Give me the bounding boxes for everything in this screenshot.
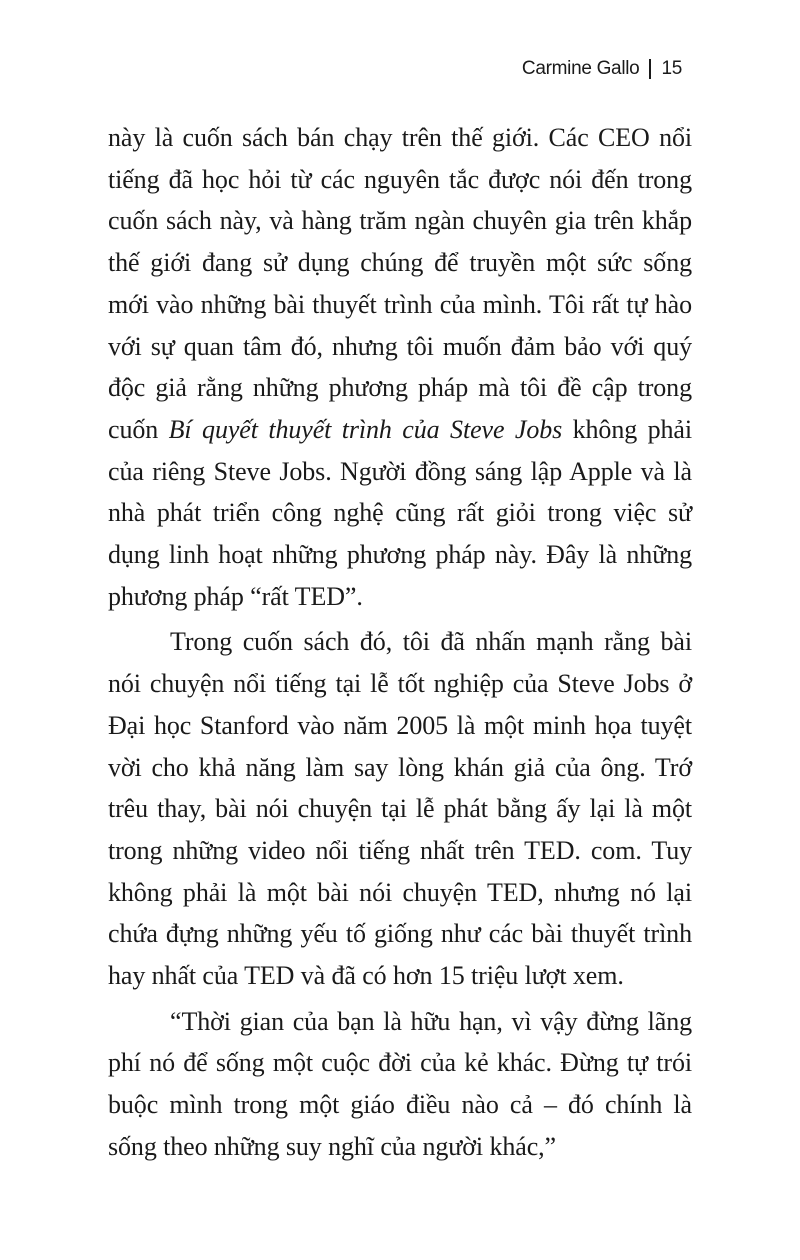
paragraph-1 xyxy=(108,117,692,617)
running-header xyxy=(522,58,682,80)
body-text xyxy=(108,117,692,1168)
paragraph-3: “Thời gian của bạn là hữu hạn, vì vậy đừng lãng phí nó để sống một cuộc đời của kẻ khác. Đừng tự trói buộc mình trong một giáo điều nào cả – đó chính là sống theo những suy nghĩ của người khác,” xyxy=(108,1006,692,1161)
author-name: Carmine Gallo xyxy=(521,58,640,79)
paragraph-1-text-before: này là cuốn sách bán chạy trên thế giới. Các CEO nổi tiếng đã học hỏi từ các nguyên tắc được nói đến trong cuốn sách này, và hàng trăm ngàn chuyên gia trên khắp thế giới đang sử dụng chúng để truyền một sức sống mới vào những bài thuyết trình của mình. Tôi rất tự hào với sự quan tâm đó, nhưng tôi muốn đảm bảo với quý độc giả rằng những phương pháp mà tôi đề cập trong cuốn xyxy=(108,123,692,444)
paragraph-1-text-after: không phải của riêng Steve Jobs. Người đồng sáng lập Apple và là nhà phát triển công nghệ cũng rất giỏi trong việc sử dụng linh hoạt những phương pháp này. Đây là những phương pháp “rất TED”. xyxy=(108,414,692,611)
page-number: 15 xyxy=(661,58,682,79)
header-separator xyxy=(649,59,651,79)
paragraph-2: Trong cuốn sách đó, tôi đã nhấn mạnh rằng bài nói chuyện nổi tiếng tại lễ tốt nghiệp của Steve Jobs ở Đại học Stanford vào năm 2005 là một minh họa tuyệt vời cho khả năng làm say lòng khán giả của ông. Trớ trêu thay, bài nói chuyện tại lễ phát bằng ấy lại là một trong những video nổi tiếng nhất trên TED. com. Tuy không phải là một bài nói chuyện TED, nhưng nó lại chứa đựng những yếu tố giống như các bài thuyết trình hay nhất của TED và đã có hơn 15 triệu lượt xem. xyxy=(108,627,692,991)
book-title: Bí quyết thuyết trình của Steve Jobs xyxy=(168,414,563,444)
